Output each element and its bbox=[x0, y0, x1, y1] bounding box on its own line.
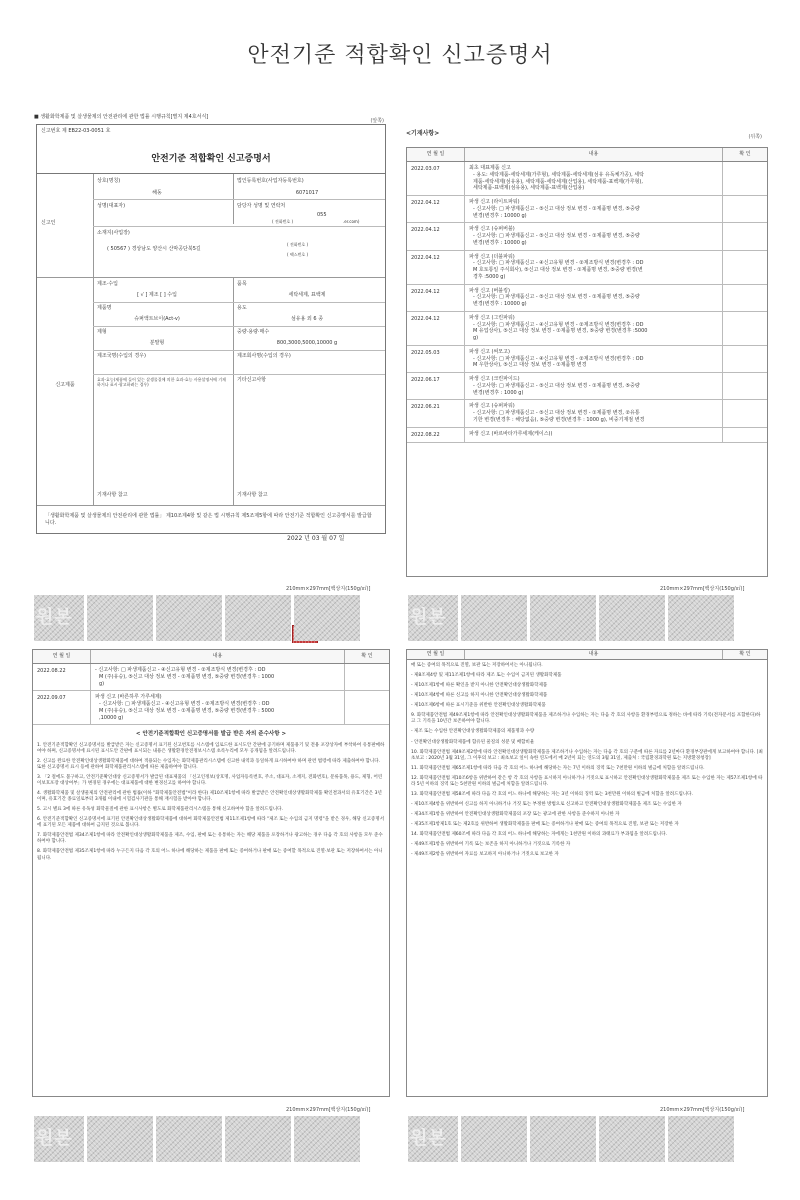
record-line: 파생 신고 (그린파워) bbox=[469, 314, 515, 321]
record-line: 최초 대표제품 신고 bbox=[469, 165, 511, 171]
effect-label: 효과·효능(제품에 들어 있는 살생물질에 의한 효과·효능 사용설명서에 기재하거나 표시·광고하려는 경우) bbox=[97, 377, 226, 388]
page3-size-note: 210mm×297mm[백상지(150g/㎡)] bbox=[286, 1107, 371, 1113]
certificate-number: 신고번호 제 EB22-03-0051 호 bbox=[41, 128, 111, 134]
record-line: - 신고사항: □ 파생제품신고 - ④신고유형 변경 - ②제조방식 변경(변경후 : OD bbox=[95, 667, 266, 673]
guide-paragraph: 7. 화학제품안전법 제34조제1항에 따라 안전확인대상생활화학제품을 제조, 수입, 판매 또는 유통하는 자는 해당 제품을 포장하거나 광고하는 경우 다음 각 호의 사항을 모두 준수하여야 합니다. bbox=[37, 833, 383, 845]
record-confirm bbox=[723, 223, 767, 249]
issue-statement: 「생활화학제품 및 살생물제의 안전관리에 관한 법률」 제10조제4항 및 같은 법 시행규칙 제5조제5항에 따라 안전기준 적합확인 신고증명서를 발급합니다. bbox=[45, 513, 372, 526]
use-value: 섬유용 외 6 종 bbox=[290, 316, 324, 322]
record-date: 2022.09.07 bbox=[33, 691, 91, 724]
record-date: 2022.04.12 bbox=[407, 196, 465, 222]
watermark-label: 원본 bbox=[36, 1128, 73, 1149]
representative-label: 성명(대표자) bbox=[97, 203, 126, 209]
guide-paragraph: - 안전확인대상생활화학제품에 함유된 물질의 성분 및 배합비율 bbox=[411, 739, 535, 745]
record-line: - 신고사항: □ 파생제품신고 - ④신고유형 변경 - ②제조방식 변경(변경후 : OD bbox=[473, 260, 644, 267]
record-row bbox=[407, 251, 767, 285]
guide-paragraph: - 제10조제4항을 위반하여 신고를 하지 아니하거나 거짓 또는 부정한 방법으로 신고하고 안전확인대상생활화학제품을 제조 또는 수입한 자 bbox=[411, 801, 682, 807]
record-row bbox=[407, 400, 767, 427]
record-confirm bbox=[723, 162, 767, 195]
applicant-label: 신고인 bbox=[41, 220, 56, 226]
record-table-header bbox=[33, 650, 389, 664]
guide-paragraph: 10. 화학제품안전법 제49조제2항에 따라 안전확인대상생활화학제품을 제조하거나 수입하는 자는 다음 각 호의 구분에 따른 자료를 2년마다 환경부장관에게 보고하여야 합니다. [최초보고 : 2020년 3월 31일, 그 이후의 보고 : 최초보고 일이 속한 연도에서 매 2년이 되는 연도의 3월 31일, 제출처 : 국립환경과학원 또는 지방환경청장] bbox=[411, 749, 763, 761]
page2-security-strip bbox=[408, 595, 734, 641]
fax-label: ( 팩스번호 ) bbox=[287, 252, 309, 257]
record-line: M (주)유승), ⑤신고 대상 정보 변경 - ①제품명 변경, ⑤중량 변경(변경후 : 5000 bbox=[99, 707, 275, 714]
record-line: - 신고사항: □ 파생제품신고 - ⑤신고 대상 정보 변경 - ①제품명 변경, ⑤중량 bbox=[473, 382, 640, 389]
header-content: 내용 bbox=[465, 650, 723, 659]
record-row bbox=[407, 162, 767, 196]
header-confirm: 확 인 bbox=[739, 151, 751, 158]
header-confirm: 확 인 bbox=[361, 653, 373, 660]
guide-paragraph: 6. 안전기준적합확인 신고증명서에 표기된 안전확인대상생활화학제품에 대하여 화학제품안전법 제11조제1항에 따라 "제조 또는 수입의 금지 명령"을 받은 경우, 해당 신고증명서에 표기된 모든 제품에 대하여 금지된 것으로 봅니다. bbox=[37, 817, 385, 829]
record-confirm bbox=[723, 373, 767, 399]
record-date: 2022.08.22 bbox=[407, 428, 465, 443]
product-name-label: 제품명 bbox=[97, 305, 112, 311]
record-content bbox=[465, 428, 723, 443]
tel-label: ( 전화번호 ) bbox=[287, 242, 309, 247]
record-line: 기한 변경(변경후 : 해당없음), ⑤중량 변경(변경후 : 1000 g), 비중기재점 변경 bbox=[473, 416, 645, 423]
record-row bbox=[33, 664, 389, 691]
watermark-label: 원본 bbox=[36, 607, 73, 628]
address-label: 소재지(사업장) bbox=[97, 230, 130, 236]
guide-paragraph: - 제10조제1항에 따른 확인을 받지 아니한 안전확인대상생활화학제품 bbox=[411, 683, 548, 689]
item-label: 품목 bbox=[237, 281, 247, 287]
phone-label: ( 전화번호 ) bbox=[272, 219, 294, 224]
record-line: 파생 신고 (라이트파워) bbox=[469, 199, 520, 205]
record-line: - 신고사항: □ 파생제품신고 - ⑤신고 대상 정보 변경 - ①제품명 변경, ⑤중량 bbox=[473, 205, 640, 212]
guide-table-header bbox=[407, 650, 767, 660]
guide-paragraph: 2. 신고를 완료한 안전확인대상생활화학제품에 대하여 적용되는 수입자는 화학제품관리시스템에 신고한 내역과 동일하게 표시하여야 하며 관련 법령에 따라 제출하여야 합니다. 또한 신고증명서 표시 등에 관하여 화학제품관리시스템에 따른 제출하여야 합니다. bbox=[37, 758, 381, 770]
record-content bbox=[465, 196, 723, 222]
other-ref-label: 기재사항 참고 bbox=[237, 492, 268, 498]
record-confirm bbox=[723, 400, 767, 426]
record-confirm bbox=[345, 664, 389, 690]
applicant-grid bbox=[37, 173, 385, 506]
record-confirm bbox=[723, 428, 767, 443]
guide-paragraph: 3. 「2 절에도 불구하고, 안전기준확인대상 신고증명서가 발급된 대표제품의 「신고인정보(상호명, 사업자등록번호, 주소, 대표자, 소재지, 전화번호), 문류품목, 용도, 제형, 어린이보호포장 대상여부」가 변경된 경우에는 대표제품에 대한 변경신고를 하여야 합니다. bbox=[37, 774, 383, 786]
guide-body bbox=[33, 743, 389, 862]
back-side-note: (뒤쪽) bbox=[748, 134, 762, 140]
record-content bbox=[465, 162, 723, 195]
country-label: 제조국명(수입의 경우) bbox=[97, 353, 146, 359]
record-line: g) bbox=[99, 680, 105, 687]
import-label: 제조·수입 bbox=[97, 281, 118, 287]
record-table-continued bbox=[32, 649, 390, 1097]
guide-paragraph: - 제49조제2항을 위반하여 자료를 보고하지 아니하거나 거짓으로 보고한 자 bbox=[411, 852, 559, 858]
guide-paragraph: 11. 화학제품안전법 제65조제1항에 따라 다음 각 호의 어느 하나에 해당하는 자는 7년 이하의 징역 또는 7천만원 이하의 벌금에 처함을 알려드립니다. bbox=[411, 765, 705, 771]
product-name-value: 슈퍼액트브이(Act-v) bbox=[134, 316, 180, 322]
record-line: 변경(변경후 : 10000 g) bbox=[473, 239, 527, 246]
guide-paragraph: - 제35조제1항제1호 또는 제2호를 위반하여 생활화학제품을 판매 또는 증여하거나 판매 또는 증여의 목적으로 진열, 보관 또는 저장한 자 bbox=[411, 822, 679, 828]
watermark-label: 원본 bbox=[410, 1128, 447, 1149]
guide-page-1 bbox=[30, 643, 392, 1103]
maker-label: 제조회사명(수입의 경우) bbox=[237, 353, 291, 359]
guide-body bbox=[407, 660, 767, 858]
guide-title: < 안전기준적합확인 신고증명서를 발급 받은 자의 준수사항 > bbox=[135, 731, 287, 738]
record-line: 파생 신고 (슈퍼버블) bbox=[469, 226, 515, 233]
record-rows bbox=[407, 162, 767, 443]
record-line: 파생 신고 (바른하루 가루세제) bbox=[95, 694, 162, 701]
record-line: - 신고사항: □ 파생제품신고 - ⑤신고 대상 정보 변경 - ①제품명 변경, ⑤중량 bbox=[473, 233, 640, 239]
email-value: .er.com) bbox=[343, 219, 360, 224]
page-title: 안전기준 적합확인 신고증명서 bbox=[247, 43, 553, 68]
record-confirm bbox=[345, 691, 389, 724]
applicant-section bbox=[37, 174, 385, 278]
record-confirm bbox=[723, 196, 767, 222]
guide-page-2 bbox=[404, 643, 770, 1103]
trade-name-label: 상호(명칭) bbox=[97, 178, 121, 184]
guide-paragraph: 매 또는 증여의 목적으로 진열, 보관 또는 저장하여서는 아니됩니다. bbox=[411, 663, 543, 668]
page1-size-note: 210mm×297mm[백상지(150g/㎡)] bbox=[286, 586, 371, 592]
record-date: 2022.06.21 bbox=[407, 400, 465, 426]
record-line: ,10000 g) bbox=[99, 714, 124, 721]
guide-paragraph: 5. 고시 별표 3에 따른 유독성 화학물질에 관한 표시사항은 별도로 화학제품관리시스템을 통해 신고하여야 함을 알려드립니다. bbox=[37, 807, 283, 813]
record-line: M 유업상사), ⑤신고 대상 정보 변경 - ①제품명 변경, ⑤중량 변경(변경후 :5000 bbox=[473, 328, 648, 335]
certificate-front-page bbox=[30, 112, 392, 582]
record-line: - 신고사항: □ 파생제품신고 - ⑤신고 대상 정보 변경 - ①제품명 변경, ②유통 bbox=[473, 410, 640, 416]
record-table bbox=[406, 147, 768, 577]
record-row bbox=[407, 196, 767, 223]
guide-paragraph: 12. 화학제품안전법 제10조6항을 위반하여 같은 항 각 호의 사항을 표시하지 아니하거나 거짓으로 표시하고 안전확인대상생활화학제품을 제조 또는 수입한 자는 제57조제1항에 따라 5년 이하의 징역 또는 5천만원 이하의 벌금에 처함을 알려드립니다. bbox=[411, 775, 763, 787]
header-date: 연 월 일 bbox=[407, 650, 465, 659]
record-date: 2022.04.12 bbox=[407, 285, 465, 311]
reg-no-label: 법인등록번호(사업자등록번호) bbox=[237, 178, 304, 184]
record-date: 2022.04.12 bbox=[407, 223, 465, 249]
record-confirm bbox=[723, 251, 767, 284]
record-line: - 신고사항: □ 파생제품신고 - ⑤신고 대상 정보 변경 - ①제품명 변경, ⑤중량 bbox=[473, 294, 640, 301]
guide-paragraph: 13. 화학제품안전법 제58조에 따라 다음 각 호의 어느 하나에 해당하는 자는 3년 이하의 징역 또는 3천만원 이하의 벌금에 처함을 알려드립니다. bbox=[411, 791, 693, 797]
header-date: 연 월 일 bbox=[407, 148, 465, 161]
record-content bbox=[465, 346, 723, 372]
contact-label: 담당자 성명 및 연락처 bbox=[237, 203, 286, 209]
contact-value: 055 bbox=[317, 212, 327, 218]
record-confirm bbox=[723, 312, 767, 345]
record-content bbox=[91, 664, 345, 690]
record-line: - 용도: 세탁제품-세탁세제(가루형), 세탁제품-세탁세제(섬유 유독체가공), 세탁 bbox=[473, 171, 644, 178]
guide-paragraph: 1. 안전기준적합확인 신고증명서를 발급받은 자는 신고증명서 표기된 신고번호를 시스템에 입로드한 표시도안 간판에 공기하며 제품용기 및 전용 포장상자에 부착하여 유통판매하여야 하며, 신고증명서에 표시된 표시도안 간판에 표시되는 내용은 생활환경안전정보시스템 초록누리에 모두 공개됨을 알려드립니다. bbox=[37, 742, 385, 754]
record-content bbox=[465, 285, 723, 311]
record-line: 파생 신고 (크린파이드) bbox=[469, 376, 520, 382]
page1-security-strip bbox=[34, 595, 360, 641]
side-note: (앞쪽) bbox=[370, 118, 384, 124]
trade-name-value: 해동 bbox=[152, 190, 162, 196]
guide-paragraph: 4. 생활화학제품 및 살생물제의 안전관리에 관한 법률(이하 "화학제품안전법"이라 한다) 제10조제1항에 따라 발급받은 안전확인대상생활화학제품 확인결과서의 유효기간은 3년이며, 유효기간 종료일로부터 3개월 이내에 시험검사기관을 통해 재시험을 받아야 합니다. bbox=[37, 791, 382, 803]
legal-basis-line: ■ 생활화학제품 및 살생물제의 안전관리에 관한 법률 시행규칙[별지 제4호서식] bbox=[34, 114, 209, 120]
form-label: 제형 bbox=[97, 329, 107, 335]
page4-security-strip bbox=[408, 1116, 734, 1162]
certificate-back-page bbox=[404, 112, 770, 582]
record-line: 세탁제품-표백제(섬유용), 세탁제품-표백제(산업용) bbox=[473, 185, 585, 192]
form-value: 분말형 bbox=[149, 340, 165, 346]
record-content bbox=[465, 312, 723, 345]
guide-paragraph: - 제조 또는 수입한 안전확인대상생활화학제품의 제품명과 수량 bbox=[411, 729, 535, 735]
record-date: 2022.04.12 bbox=[407, 251, 465, 284]
certificate-frame bbox=[36, 124, 386, 542]
header-content: 내용 bbox=[465, 148, 723, 161]
item-value: 세탁세제, 표백제 bbox=[288, 292, 326, 298]
record-row bbox=[407, 428, 767, 444]
record-line: 제품-세탁세제(섬유용), 세탁제품-세탁세제(산업용), 세탁제품-표백제(가루형), bbox=[473, 178, 643, 185]
capacity-label: 중량·용량·매수 bbox=[237, 329, 270, 335]
record-line: 변경(변경후 : 10000 g) bbox=[473, 301, 527, 307]
guide-paragraph: - 제10조제6항에 따른 표시기준을 위반한 안전확인대상생활화학제품 bbox=[411, 703, 546, 709]
record-date: 2022.05.03 bbox=[407, 346, 465, 372]
page3-security-strip bbox=[34, 1116, 360, 1162]
guide-paragraph: - 제34조제1항을 위반하여 안전확인대상생활화학제품의 포장 또는 광고에 관한 사항을 준수하지 아니한 자 bbox=[411, 812, 620, 817]
record-line: 파생 신고 (바르바타가루세제(케이스)) bbox=[469, 430, 553, 437]
record-content bbox=[465, 251, 723, 284]
record-row bbox=[407, 346, 767, 373]
guide-table bbox=[406, 649, 768, 1097]
record-row bbox=[407, 373, 767, 400]
record-confirm bbox=[723, 346, 767, 372]
record-line: 파생 신고 (슈퍼파워) bbox=[469, 403, 515, 410]
record-line: 변경(변경후 : 10000 g) bbox=[473, 212, 527, 219]
record-line: 파생 신고 (더블파워) bbox=[469, 253, 515, 260]
record-line: 파생 신고 (버블킹) bbox=[469, 287, 510, 294]
record-row bbox=[407, 223, 767, 250]
record-line: M 호토통일 주식회사), ⑤신고 대상 정보 변경 - ①제품명 변경, ⑤중량 변경(변 bbox=[473, 267, 643, 273]
certificate-title: 안전기준 적합확인 신고증명서 bbox=[151, 154, 271, 164]
record-confirm bbox=[723, 285, 767, 311]
record-line: - 신고사항: □ 파생제품신고 - ④신고유형 변경 - ②제조방식 변경(변경후 : OD bbox=[473, 355, 644, 362]
record-date: 2022.03.07 bbox=[407, 162, 465, 195]
record-line: M (주)유승), ⑤신고 대상 정보 변경 - ①제품명 변경, ⑤중량 변경(변경후 : 1000 bbox=[99, 673, 275, 680]
issue-date: 2022 년 03 월 07 일 bbox=[287, 535, 345, 542]
effect-ref-label: 기재사항 참고 bbox=[97, 492, 128, 498]
record-content bbox=[91, 691, 345, 724]
reg-no-value: 6071017 bbox=[295, 190, 319, 196]
other-label: 기타신고사항 bbox=[237, 377, 266, 383]
record-line: M 우한상사), ⑤신고 대상 정보 변경 - ①제품명 변경 bbox=[473, 362, 587, 369]
import-value: [ √ ] 제조 [ ] 수입 bbox=[137, 292, 177, 298]
capacity-value: 800,3000,5000,10000 g bbox=[276, 340, 338, 346]
address-value: ( 50567 ) 경상남도 양산시 산막공단북5길 bbox=[107, 246, 201, 252]
header-date: 연 월 일 bbox=[33, 650, 91, 663]
product-label: 신고제품 bbox=[55, 382, 75, 388]
record-line: 변경(변경후 : 1000 g) bbox=[473, 389, 524, 396]
record-row bbox=[33, 691, 389, 725]
page4-size-note: 210mm×297mm[백상지(150g/㎡)] bbox=[660, 1107, 745, 1113]
guide-paragraph: - 제8조제4항 및 제11조제1항에 따라 제조 또는 수입이 금지된 생활화학제품 bbox=[411, 673, 562, 679]
record-line: - 신고사항: □ 파생제품신고 - ④신고유형 변경 - ②제조방식 변경(변경후 : OD bbox=[99, 701, 270, 707]
record-row bbox=[407, 312, 767, 346]
guide-paragraph: 14. 화학제품안전법 제60조에 따라 다음 각 호의 어느 하나에 해당하는 자에게는 1천만원 이하의 과태료가 부과됨을 알려드립니다. bbox=[411, 832, 667, 838]
record-row bbox=[407, 285, 767, 312]
guide-paragraph: 9. 화학제품안전법 제49조제1항에 따라 안전확인대상생활화학제품을 제조하거나 수입하는 자는 다음 각 호의 사항을 환경부령으로 정하는 바에 따라 기록(전자문서를 포함한다)하고 그 기록을 10년간 보존하여야 합니다. bbox=[411, 713, 761, 725]
record-date: 2022.06.17 bbox=[407, 373, 465, 399]
use-label: 용도 bbox=[237, 305, 247, 311]
record-content bbox=[465, 373, 723, 399]
header-confirm: 확 인 bbox=[739, 651, 751, 658]
guide-paragraph: - 제49조제1항을 위반하여 기록 또는 보존을 하지 아니하거나 거짓으로 기록한 자 bbox=[411, 842, 571, 848]
record-section-title: <기재사항> bbox=[406, 130, 440, 137]
record-line: 경후 :5000 g) bbox=[473, 273, 506, 280]
record-line: 파생 신고 (써모고) bbox=[469, 348, 510, 355]
guide-paragraph: 8. 화학제품안전법 제35조제1항에 따라 누구든지 다음 각 호의 어느 하나에 해당하는 제품을 판매 또는 증여하거나 판매 또는 증여할 목적으로 진열·보관 또는 저장하여서는 아니됩니다. bbox=[37, 849, 383, 861]
guide-paragraph: - 제10조제4항에 따른 신고를 하지 아니한 안전확인대상생활화학제품 bbox=[411, 693, 548, 699]
record-date: 2022.08.22 bbox=[33, 664, 91, 690]
watermark-label: 원본 bbox=[410, 607, 447, 628]
record-content bbox=[465, 223, 723, 249]
record-content bbox=[465, 400, 723, 426]
record-date: 2022.04.12 bbox=[407, 312, 465, 345]
record-line: g) bbox=[473, 335, 479, 341]
record-line: - 신고사항: □ 파생제품신고 - ④신고유형 변경 - ②제조방식 변경(변경후 : OD bbox=[473, 321, 644, 328]
record-table-header bbox=[407, 148, 767, 162]
page2-size-note: 210mm×297mm[백상지(150g/㎡)] bbox=[660, 586, 745, 592]
header-content: 내용 bbox=[91, 650, 345, 663]
product-section bbox=[37, 278, 385, 506]
record-rows bbox=[33, 664, 389, 725]
